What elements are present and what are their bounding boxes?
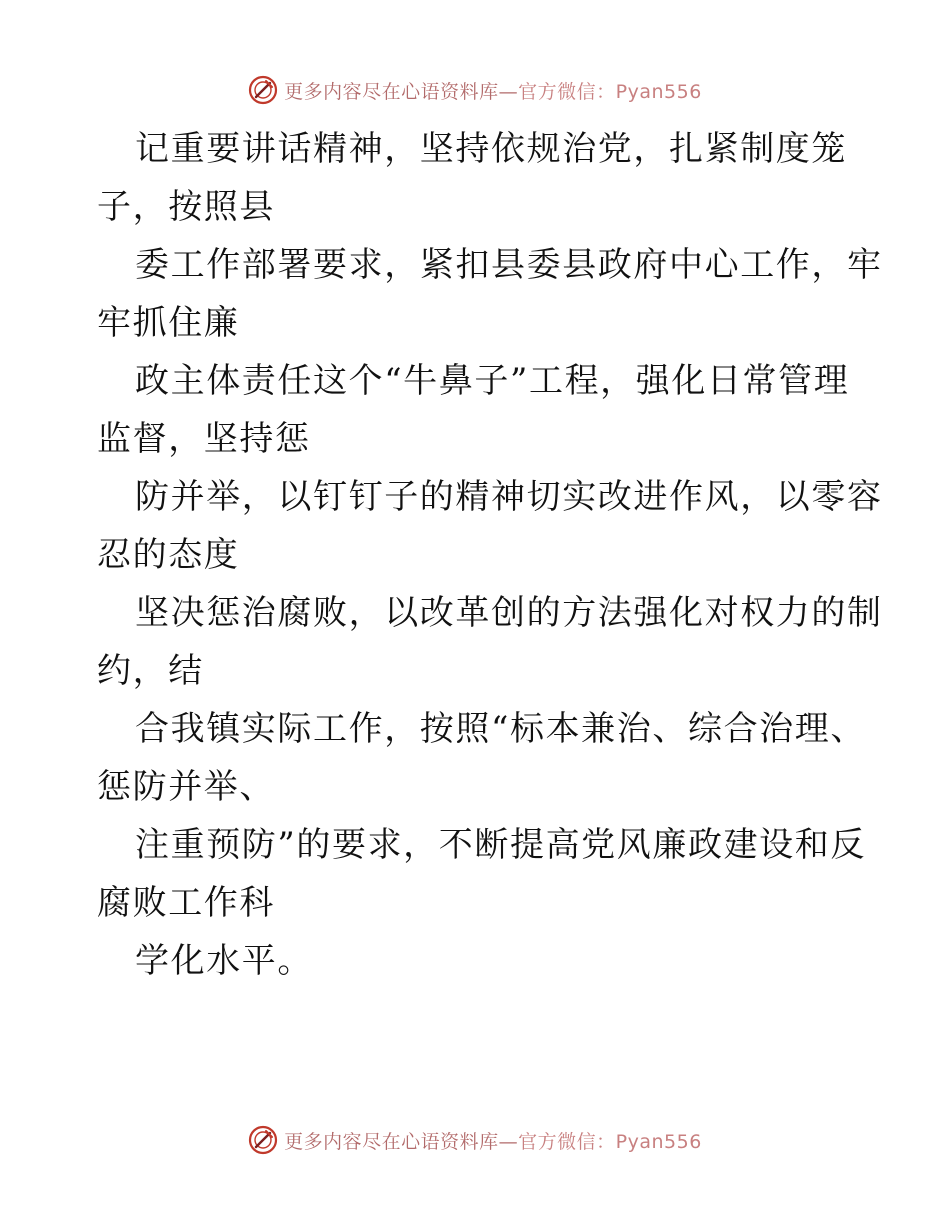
body-line: 牢抓住廉: [97, 303, 240, 343]
body-line: 忍的态度: [97, 535, 240, 575]
body-line: 合我镇实际工作，按照“标本兼治、综合治理、: [135, 709, 866, 749]
body-line: 子，按照县: [97, 187, 275, 227]
red-seal-logo-icon: [248, 75, 278, 105]
header-banner-wechat: 官方微信：Pyan556: [518, 80, 702, 103]
document-body: [97, 120, 883, 990]
footer-banner-separator: —: [498, 1130, 519, 1153]
body-line: 约，结: [97, 651, 204, 691]
body-line: 惩防并举、: [97, 767, 275, 807]
body-line: 防并举，以钉钉子的精神切实改进作风，以零容: [135, 477, 883, 517]
body-line: 记重要讲话精神，坚持依规治党，扎紧制度笼: [135, 129, 847, 169]
body-line: 委工作部署要求，紧扣县委县政府中心工作，牢: [135, 245, 883, 285]
body-line: 监督，坚持惩: [97, 419, 311, 459]
header-banner-main: 更多内容尽在心语资料库: [284, 80, 499, 103]
body-line: 学化水平。: [135, 941, 313, 981]
footer-banner-wechat: 官方微信：Pyan556: [518, 1130, 702, 1153]
header-banner: [0, 70, 950, 110]
body-line: 注重预防”的要求，不断提高党风廉政建设和反: [135, 825, 866, 865]
footer-banner-text: [284, 1127, 702, 1154]
body-line: 政主体责任这个“牛鼻子”工程，强化日常管理: [135, 361, 850, 401]
header-banner-text: [284, 77, 702, 104]
body-line: 腐败工作科: [97, 883, 275, 923]
body-line: 坚决惩治腐败，以改革创的方法强化对权力的制: [135, 593, 883, 633]
red-seal-logo-icon: [248, 1125, 278, 1155]
footer-banner: [0, 1120, 950, 1160]
header-banner-separator: —: [498, 80, 519, 103]
footer-banner-main: 更多内容尽在心语资料库: [284, 1130, 499, 1153]
